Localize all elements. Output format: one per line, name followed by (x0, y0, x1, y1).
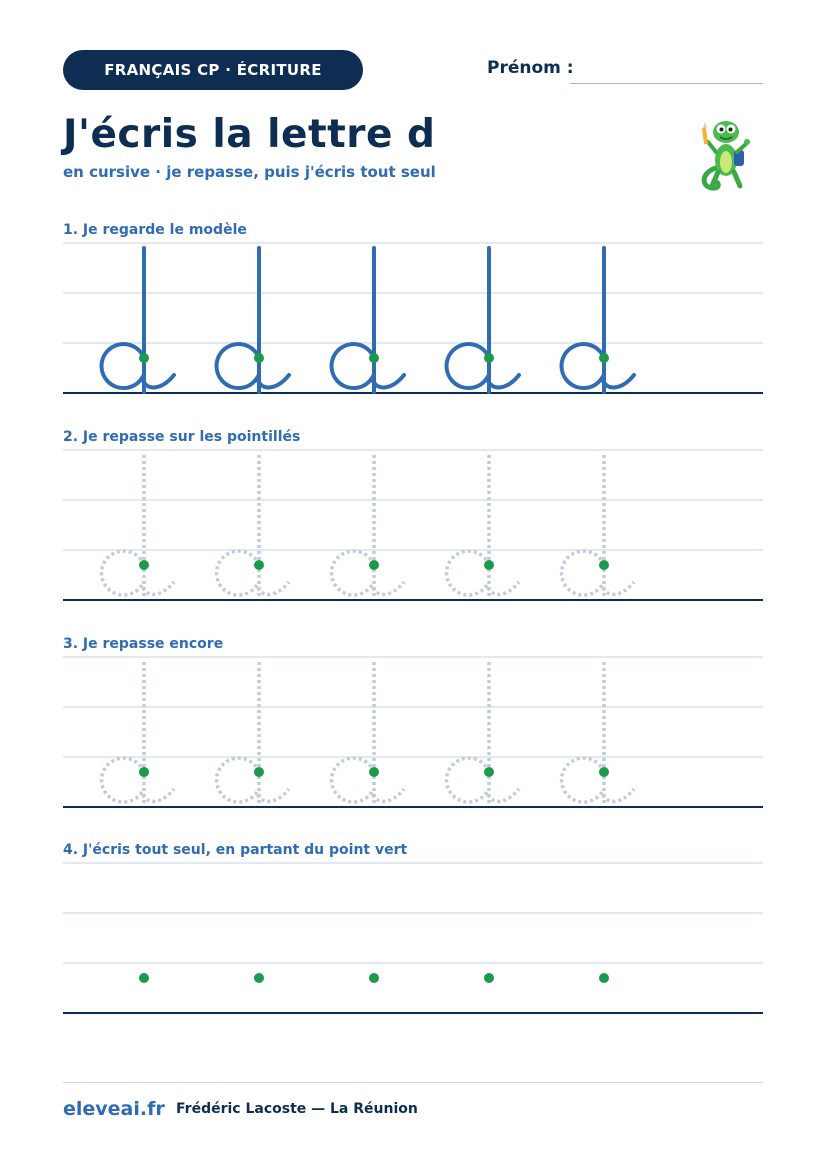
cursive-d-letter (217, 662, 289, 806)
cursive-d-letter (102, 662, 174, 806)
prenom-label: Prénom : (487, 58, 574, 78)
section-2-label: 2. Je repasse sur les pointillés (63, 429, 301, 445)
model-row (0, 240, 826, 400)
start-point-dot (369, 353, 379, 363)
trace-row-1[interactable] (0, 447, 826, 607)
footer-divider (63, 1082, 763, 1083)
start-point-dot (139, 767, 149, 777)
start-point-dot (139, 973, 149, 983)
start-point-dot (254, 973, 264, 983)
start-point-dot (254, 767, 264, 777)
cursive-d-letter (217, 248, 289, 392)
start-point-dot (254, 353, 264, 363)
cursive-d-letter (102, 248, 174, 392)
trace-row-2[interactable] (0, 654, 826, 814)
start-point-dot (369, 973, 379, 983)
footer-author: Frédéric Lacoste — La Réunion (176, 1101, 418, 1117)
cursive-d-letter (332, 662, 404, 806)
gecko-mascot-icon (696, 112, 756, 194)
cursive-d-letter (447, 248, 519, 392)
start-point-dot (599, 973, 609, 983)
cursive-d-letter (562, 248, 634, 392)
start-point-dot (139, 353, 149, 363)
cursive-d-letter (332, 248, 404, 392)
page-title: J'écris la lettre d (63, 112, 436, 157)
start-point-dot (254, 560, 264, 570)
cursive-d-letter (562, 662, 634, 806)
start-point-dot (484, 973, 494, 983)
cursive-d-letter (447, 455, 519, 599)
start-point-dot (599, 560, 609, 570)
start-point-dot (599, 353, 609, 363)
cursive-d-letter (562, 455, 634, 599)
cursive-d-letter (217, 455, 289, 599)
section-3-label: 3. Je repasse encore (63, 636, 224, 652)
start-point-dot (484, 767, 494, 777)
section-4-label: 4. J'écris tout seul, en partant du point vert (63, 842, 408, 858)
start-point-dot (139, 560, 149, 570)
start-point-dot (599, 767, 609, 777)
cursive-d-letter (102, 455, 174, 599)
footer-brand[interactable]: eleveai.fr (63, 1098, 165, 1120)
start-point-dot (484, 353, 494, 363)
cursive-d-letter (447, 662, 519, 806)
start-point-dot (369, 560, 379, 570)
cursive-d-letter (332, 455, 404, 599)
start-point-dot (369, 767, 379, 777)
prenom-field[interactable] (570, 83, 763, 84)
section-1-label: 1. Je regarde le modèle (63, 222, 247, 238)
page-subtitle: en cursive · je repasse, puis j'écris tout seul (63, 163, 436, 181)
subject-badge: FRANÇAIS CP · ÉCRITURE (63, 50, 363, 90)
start-point-dot (484, 560, 494, 570)
free-writing-row[interactable] (0, 860, 826, 1020)
